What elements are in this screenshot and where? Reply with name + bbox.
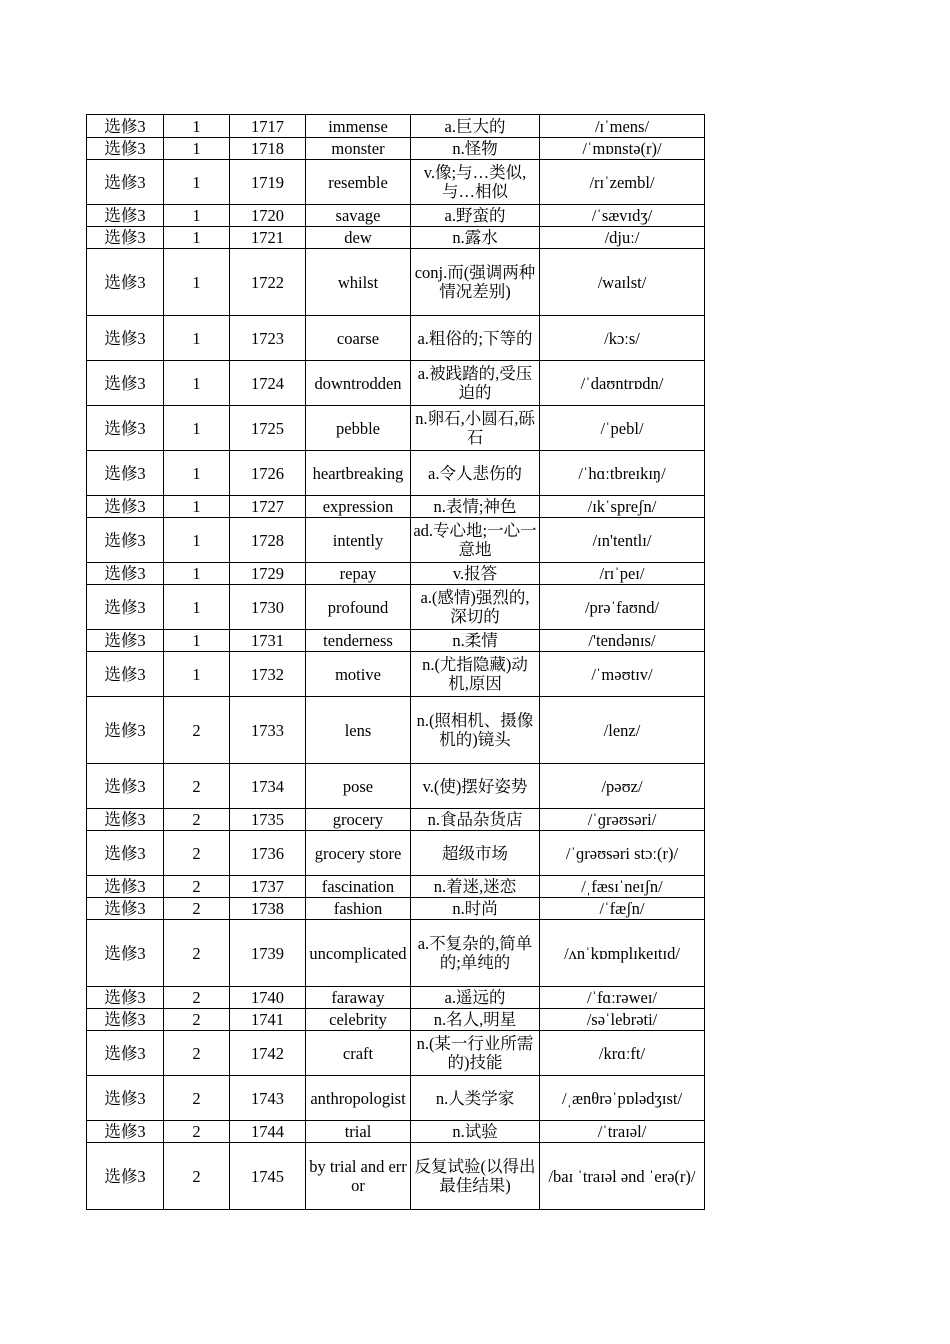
unit-cell: 1	[164, 496, 230, 518]
unit-cell: 2	[164, 987, 230, 1009]
meaning-cell: 反复试验(以得出最佳结果)	[411, 1143, 540, 1210]
phonetic-cell: /ʌnˈkɒmplɪkeɪtɪd/	[540, 920, 705, 987]
phonetic-cell: /ˈɡrəʊsəri/	[540, 809, 705, 831]
meaning-cell: a.令人悲伤的	[411, 451, 540, 496]
table-row	[87, 652, 705, 697]
book-cell: 选修3	[87, 652, 164, 697]
book-cell: 选修3	[87, 585, 164, 630]
word-cell: resemble	[306, 160, 411, 205]
number-cell: 1740	[230, 987, 306, 1009]
number-cell: 1743	[230, 1076, 306, 1121]
unit-cell: 1	[164, 361, 230, 406]
table-row	[87, 160, 705, 205]
meaning-cell: v.报答	[411, 563, 540, 585]
unit-cell: 1	[164, 249, 230, 316]
book-cell: 选修3	[87, 898, 164, 920]
unit-cell: 1	[164, 138, 230, 160]
number-cell: 1732	[230, 652, 306, 697]
book-cell: 选修3	[87, 1031, 164, 1076]
number-cell: 1730	[230, 585, 306, 630]
number-cell: 1726	[230, 451, 306, 496]
phonetic-cell: /ɪˈmens/	[540, 115, 705, 138]
number-cell: 1720	[230, 205, 306, 227]
table-row	[87, 563, 705, 585]
unit-cell: 1	[164, 316, 230, 361]
word-cell: whilst	[306, 249, 411, 316]
table-row	[87, 876, 705, 898]
number-cell: 1742	[230, 1031, 306, 1076]
book-cell: 选修3	[87, 316, 164, 361]
meaning-cell: a.野蛮的	[411, 205, 540, 227]
word-cell: pose	[306, 764, 411, 809]
book-cell: 选修3	[87, 630, 164, 652]
book-cell: 选修3	[87, 1009, 164, 1031]
table-row	[87, 1009, 705, 1031]
meaning-cell: n.人类学家	[411, 1076, 540, 1121]
phonetic-cell: /ˈmɒnstə(r)/	[540, 138, 705, 160]
unit-cell: 1	[164, 585, 230, 630]
meaning-cell: n.名人,明星	[411, 1009, 540, 1031]
meaning-cell: n.柔情	[411, 630, 540, 652]
table-row	[87, 1121, 705, 1143]
word-cell: dew	[306, 227, 411, 249]
number-cell: 1733	[230, 697, 306, 764]
book-cell: 选修3	[87, 809, 164, 831]
phonetic-cell: /krɑːft/	[540, 1031, 705, 1076]
unit-cell: 2	[164, 876, 230, 898]
unit-cell: 2	[164, 1009, 230, 1031]
meaning-cell: a.遥远的	[411, 987, 540, 1009]
unit-cell: 2	[164, 809, 230, 831]
table-row	[87, 518, 705, 563]
meaning-cell: v.(使)摆好姿势	[411, 764, 540, 809]
word-cell: coarse	[306, 316, 411, 361]
book-cell: 选修3	[87, 876, 164, 898]
phonetic-cell: /rɪˈzembl/	[540, 160, 705, 205]
phonetic-cell: /ˈhɑːtbreɪkɪŋ/	[540, 451, 705, 496]
word-cell: tenderness	[306, 630, 411, 652]
meaning-cell: n.露水	[411, 227, 540, 249]
word-cell: repay	[306, 563, 411, 585]
phonetic-cell: /djuː/	[540, 227, 705, 249]
number-cell: 1737	[230, 876, 306, 898]
phonetic-cell: /ˌfæsɪˈneɪʃn/	[540, 876, 705, 898]
meaning-cell: n.怪物	[411, 138, 540, 160]
book-cell: 选修3	[87, 697, 164, 764]
book-cell: 选修3	[87, 518, 164, 563]
unit-cell: 2	[164, 697, 230, 764]
number-cell: 1723	[230, 316, 306, 361]
unit-cell: 1	[164, 518, 230, 563]
table-row	[87, 1076, 705, 1121]
word-cell: trial	[306, 1121, 411, 1143]
unit-cell: 1	[164, 115, 230, 138]
word-cell: monster	[306, 138, 411, 160]
word-cell: immense	[306, 115, 411, 138]
number-cell: 1721	[230, 227, 306, 249]
phonetic-cell: /baɪ ˈtraɪəl ənd ˈerə(r)/	[540, 1143, 705, 1210]
table-row	[87, 205, 705, 227]
unit-cell: 1	[164, 406, 230, 451]
book-cell: 选修3	[87, 451, 164, 496]
phonetic-cell: /ˈsævɪdʒ/	[540, 205, 705, 227]
word-cell: craft	[306, 1031, 411, 1076]
meaning-cell: n.时尚	[411, 898, 540, 920]
number-cell: 1741	[230, 1009, 306, 1031]
table-row	[87, 697, 705, 764]
phonetic-cell: /ˈɡrəʊsəri stɔː(r)/	[540, 831, 705, 876]
book-cell: 选修3	[87, 227, 164, 249]
book-cell: 选修3	[87, 138, 164, 160]
table-row	[87, 987, 705, 1009]
phonetic-cell: /prəˈfaʊnd/	[540, 585, 705, 630]
book-cell: 选修3	[87, 496, 164, 518]
book-cell: 选修3	[87, 205, 164, 227]
unit-cell: 2	[164, 1143, 230, 1210]
word-cell: faraway	[306, 987, 411, 1009]
word-cell: grocery	[306, 809, 411, 831]
meaning-cell: a.(感情)强烈的,深切的	[411, 585, 540, 630]
unit-cell: 1	[164, 563, 230, 585]
book-cell: 选修3	[87, 831, 164, 876]
word-cell: savage	[306, 205, 411, 227]
book-cell: 选修3	[87, 1143, 164, 1210]
unit-cell: 2	[164, 831, 230, 876]
phonetic-cell: /waɪlst/	[540, 249, 705, 316]
table-row	[87, 115, 705, 138]
number-cell: 1736	[230, 831, 306, 876]
table-row	[87, 630, 705, 652]
number-cell: 1729	[230, 563, 306, 585]
phonetic-cell: /pəʊz/	[540, 764, 705, 809]
unit-cell: 2	[164, 1031, 230, 1076]
table-row	[87, 249, 705, 316]
unit-cell: 2	[164, 1121, 230, 1143]
phonetic-cell: /ˌænθrəˈpɒlədʒɪst/	[540, 1076, 705, 1121]
table-row	[87, 406, 705, 451]
meaning-cell: n.试验	[411, 1121, 540, 1143]
table-row	[87, 831, 705, 876]
number-cell: 1727	[230, 496, 306, 518]
book-cell: 选修3	[87, 249, 164, 316]
unit-cell: 1	[164, 451, 230, 496]
book-cell: 选修3	[87, 1121, 164, 1143]
table-row	[87, 585, 705, 630]
word-cell: celebrity	[306, 1009, 411, 1031]
meaning-cell: n.表情;神色	[411, 496, 540, 518]
number-cell: 1739	[230, 920, 306, 987]
phonetic-cell: /ɪn'tentlɪ/	[540, 518, 705, 563]
word-cell: heartbreaking	[306, 451, 411, 496]
unit-cell: 1	[164, 652, 230, 697]
word-cell: intently	[306, 518, 411, 563]
phonetic-cell: /ɪkˈspreʃn/	[540, 496, 705, 518]
book-cell: 选修3	[87, 920, 164, 987]
word-cell: fashion	[306, 898, 411, 920]
table-row	[87, 227, 705, 249]
word-cell: expression	[306, 496, 411, 518]
number-cell: 1731	[230, 630, 306, 652]
meaning-cell: n.(某一行业所需的)技能	[411, 1031, 540, 1076]
book-cell: 选修3	[87, 987, 164, 1009]
meaning-cell: a.粗俗的;下等的	[411, 316, 540, 361]
unit-cell: 2	[164, 920, 230, 987]
meaning-cell: a.不复杂的,简单的;单纯的	[411, 920, 540, 987]
vocabulary-table-body	[87, 115, 705, 1210]
number-cell: 1738	[230, 898, 306, 920]
meaning-cell: n.卵石,小圆石,砾石	[411, 406, 540, 451]
table-row	[87, 898, 705, 920]
phonetic-cell: /ˈməʊtɪv/	[540, 652, 705, 697]
meaning-cell: a.巨大的	[411, 115, 540, 138]
table-row	[87, 920, 705, 987]
word-cell: pebble	[306, 406, 411, 451]
number-cell: 1744	[230, 1121, 306, 1143]
book-cell: 选修3	[87, 563, 164, 585]
table-row	[87, 138, 705, 160]
book-cell: 选修3	[87, 406, 164, 451]
phonetic-cell: /ˈpebl/	[540, 406, 705, 451]
number-cell: 1722	[230, 249, 306, 316]
unit-cell: 1	[164, 205, 230, 227]
number-cell: 1725	[230, 406, 306, 451]
meaning-cell: n.食品杂货店	[411, 809, 540, 831]
unit-cell: 2	[164, 898, 230, 920]
table-row	[87, 764, 705, 809]
unit-cell: 1	[164, 630, 230, 652]
phonetic-cell: /rɪˈpeɪ/	[540, 563, 705, 585]
meaning-cell: n.(尤指隐藏)动机,原因	[411, 652, 540, 697]
phonetic-cell: /ˈfɑːrəweɪ/	[540, 987, 705, 1009]
word-cell: fascination	[306, 876, 411, 898]
table-row	[87, 496, 705, 518]
phonetic-cell: /ˈtraɪəl/	[540, 1121, 705, 1143]
word-cell: profound	[306, 585, 411, 630]
word-cell: anthropologist	[306, 1076, 411, 1121]
table-row	[87, 316, 705, 361]
book-cell: 选修3	[87, 764, 164, 809]
meaning-cell: 超级市场	[411, 831, 540, 876]
table-row	[87, 1031, 705, 1076]
meaning-cell: ad.专心地;一心一意地	[411, 518, 540, 563]
phonetic-cell: /'tendənɪs/	[540, 630, 705, 652]
number-cell: 1719	[230, 160, 306, 205]
unit-cell: 2	[164, 764, 230, 809]
book-cell: 选修3	[87, 115, 164, 138]
number-cell: 1735	[230, 809, 306, 831]
meaning-cell: a.被践踏的,受压迫的	[411, 361, 540, 406]
word-cell: by trial and error	[306, 1143, 411, 1210]
table-row	[87, 809, 705, 831]
number-cell: 1734	[230, 764, 306, 809]
table-row	[87, 361, 705, 406]
table-row	[87, 1143, 705, 1210]
phonetic-cell: /ˈfæʃn/	[540, 898, 705, 920]
meaning-cell: conj.而(强调两种情况差别)	[411, 249, 540, 316]
number-cell: 1728	[230, 518, 306, 563]
word-cell: motive	[306, 652, 411, 697]
meaning-cell: v.像;与…类似,与…相似	[411, 160, 540, 205]
word-cell: downtrodden	[306, 361, 411, 406]
word-cell: uncomplicated	[306, 920, 411, 987]
phonetic-cell: /ˈdaʊntrɒdn/	[540, 361, 705, 406]
unit-cell: 2	[164, 1076, 230, 1121]
phonetic-cell: /lenz/	[540, 697, 705, 764]
book-cell: 选修3	[87, 361, 164, 406]
vocabulary-table	[86, 114, 705, 1210]
number-cell: 1745	[230, 1143, 306, 1210]
phonetic-cell: /kɔːs/	[540, 316, 705, 361]
meaning-cell: n.着迷,迷恋	[411, 876, 540, 898]
number-cell: 1717	[230, 115, 306, 138]
phonetic-cell: /səˈlebrəti/	[540, 1009, 705, 1031]
table-row	[87, 451, 705, 496]
word-cell: grocery store	[306, 831, 411, 876]
unit-cell: 1	[164, 160, 230, 205]
meaning-cell: n.(照相机、摄像机的)镜头	[411, 697, 540, 764]
book-cell: 选修3	[87, 160, 164, 205]
number-cell: 1718	[230, 138, 306, 160]
book-cell: 选修3	[87, 1076, 164, 1121]
unit-cell: 1	[164, 227, 230, 249]
number-cell: 1724	[230, 361, 306, 406]
word-cell: lens	[306, 697, 411, 764]
